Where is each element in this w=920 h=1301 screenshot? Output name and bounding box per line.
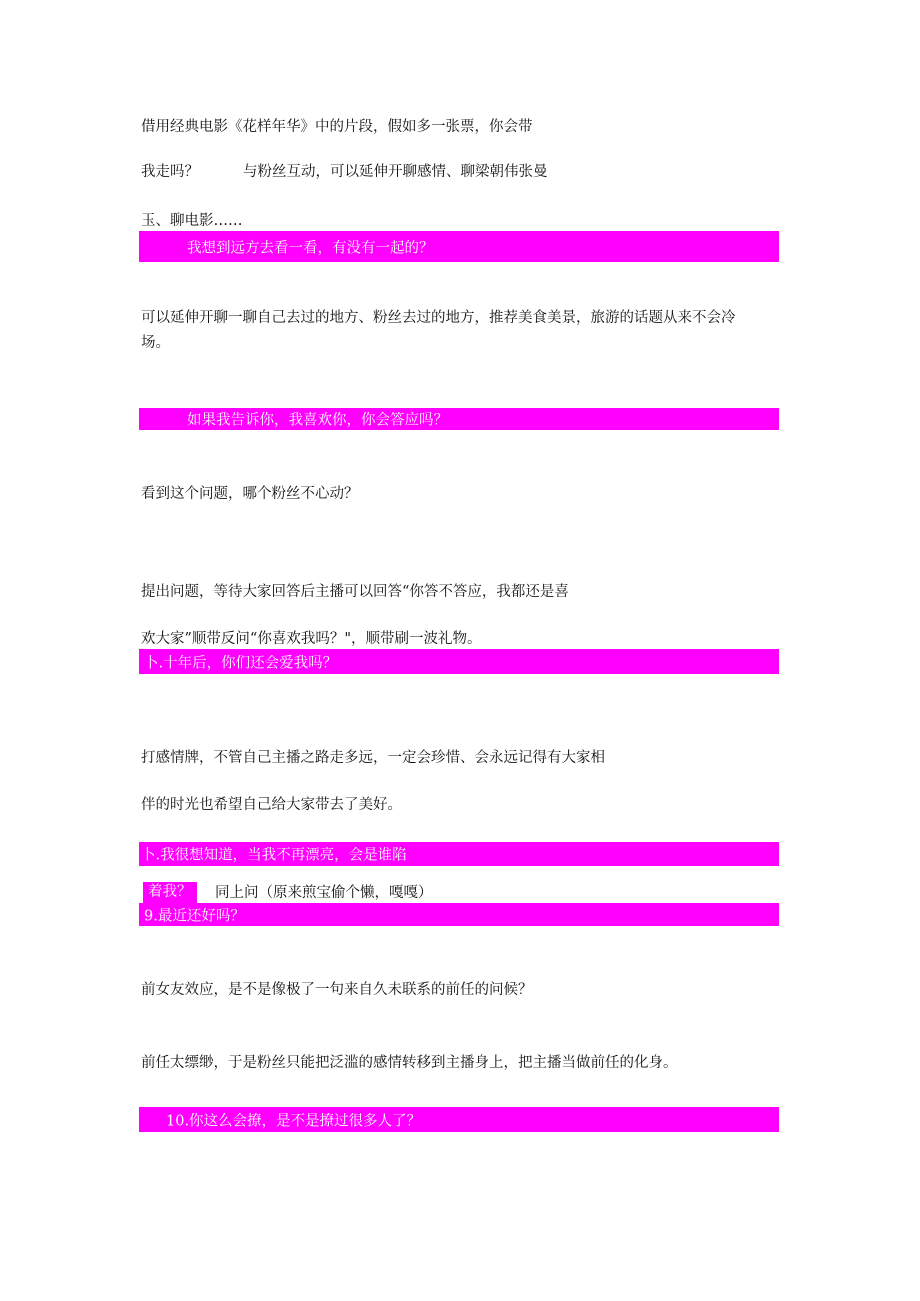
- heading-text: 9.最近还好吗？: [144, 908, 245, 924]
- heading-highlight: [139, 231, 779, 262]
- paragraph-text: 与粉丝互动，可以延伸开聊感情、聊梁朝伟张曼: [243, 164, 548, 180]
- heading-text: 我想到远方去看一看，有没有一起的？: [187, 240, 434, 256]
- heading-highlight: [139, 408, 779, 430]
- heading-highlight: [139, 649, 779, 674]
- paragraph-line: 伴的时光也希望自己给大家带去了美好。: [141, 797, 402, 813]
- paragraph-line: 玉、聊电影……: [141, 213, 243, 229]
- heading-text: 如果我告诉你，我喜欢你，你会答应吗？: [187, 412, 448, 429]
- paragraph-line: 欢大家”顺带反问“你喜欢我吗？"，顺带刷一波礼物。: [141, 631, 482, 647]
- paragraph-line: 同上问（原来煎宝偷个懒，嘎嘎）: [215, 885, 433, 901]
- heading-text: 卜.十年后，你们还会爱我吗？: [144, 655, 338, 671]
- paragraph-line: 场。: [141, 335, 170, 351]
- heading-text: 卜.我很想知道，当我不再漂亮，会是谁陷: [141, 847, 407, 864]
- paragraph-line: 前任太缥缈，于是粉丝只能把泛滥的感情转移到主播身上，把主播当做前任的化身。: [141, 1055, 678, 1071]
- heading-highlight-tag: 着我？: [143, 882, 197, 903]
- heading-highlight: [139, 1107, 779, 1132]
- paragraph-line: 提出问题，等待大家回答后主播可以回答“你答不答应，我都还是喜: [141, 584, 569, 600]
- heading-text: 10.你这么会撩，是不是撩过很多人了？: [166, 1113, 422, 1129]
- paragraph-line: 可以延伸开聊一聊自己去过的地方、粉丝去过的地方，推荐美食美景，旅游的话题从来不会冷: [141, 310, 736, 326]
- paragraph-text: 我走吗？: [141, 164, 199, 180]
- paragraph-line: 前女友效应，是不是像极了一句来自久未联系的前任的问候？: [141, 982, 533, 998]
- heading-highlight: [139, 903, 779, 926]
- heading-highlight: [139, 842, 779, 866]
- paragraph-line: [141, 163, 548, 181]
- paragraph-line: 看到这个问题，哪个粉丝不心动？: [141, 486, 359, 502]
- paragraph-line: 打感情牌，不管自己主播之路走多远，一定会珍惜、会永远记得有大家相: [141, 750, 605, 766]
- paragraph-line: 借用经典电影《花样年华》中的片段，假如多一张票，你会带: [141, 119, 533, 135]
